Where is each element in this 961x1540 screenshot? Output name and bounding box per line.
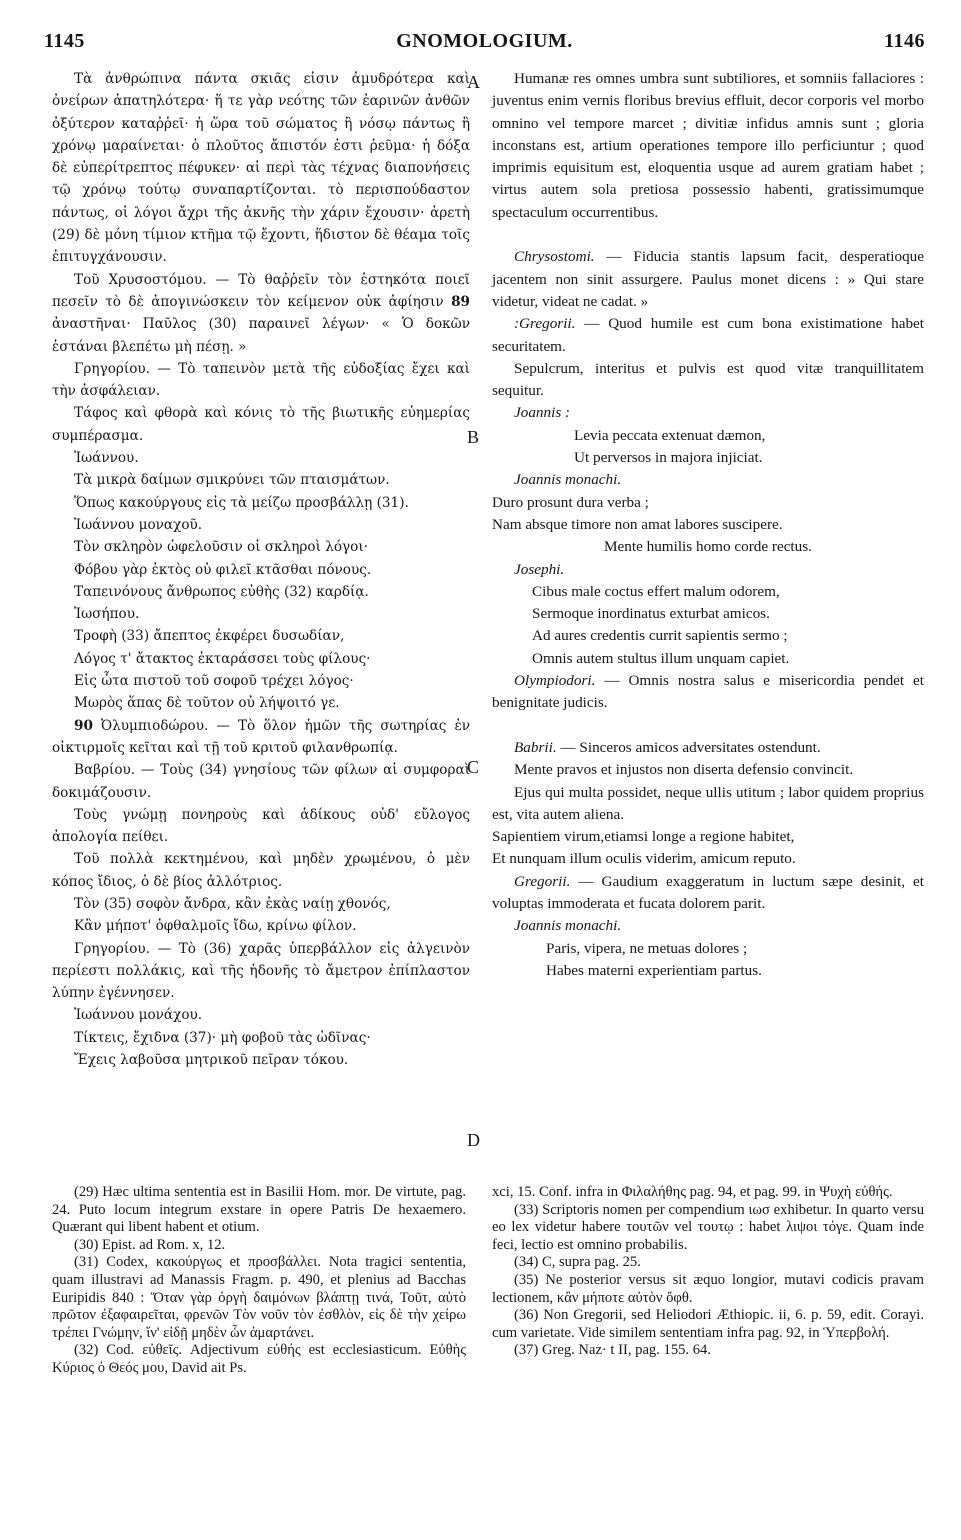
greek-line: Ὅπως κακούργους εἰς τὰ μείζω προσβάλλῃ (31). [74, 494, 409, 511]
latin-line: Joannis monachi. [514, 471, 622, 489]
latin-paragraph: Mente pravos et injustos non diserta defensio convincit. [514, 761, 854, 779]
greek-line: Ταπεινόνους ἄνθρωπος εὐθὴς (32) καρδίᾳ. [74, 583, 369, 600]
greek-paragraph: Βαβρίου. — Τοὺς (34) γνησίους τῶν φίλων αἱ συμφοραὶ δοκιμάζουσιν. [52, 762, 470, 801]
greek-text: Ὀλυμπιοδώρου. — Τὸ ὅλον ἡμῶν τῆς σωτηρίας ἐν οἰκτιρμοῖς κεῖται καὶ τῇ τοῦ κριτοῦ φιλανθρωπίᾳ. [52, 717, 470, 756]
greek-line: Ἰωάννου μοναχοῦ. [74, 516, 203, 533]
greek-paragraph: Τοῦ πολλὰ κεκτημένου, καὶ μηδὲν χρωμένου, ὁ μὲν κόπος ἴδιος, ὁ δὲ βίος ἀλλότριος. [52, 851, 470, 890]
greek-line: Τὰ μικρὰ δαίμων σμικρύνει τῶν πταισμάτων. [74, 472, 390, 489]
greek-text: Τοῦ Χρυσοστόμου. — Τὸ θαῤῥεῖν τὸν ἑστηκότα ποιεῖ πεσεῖν τὸ δὲ ἀπογινώσκειν τὸν κείμενον οὐκ ἀφίησιν [52, 271, 470, 310]
latin-text: — Omnis nostra salus e misericordia pendet et benignitate judicis. [492, 672, 925, 712]
footnotes-right [492, 1184, 924, 1360]
margin-marker-b: B [467, 427, 480, 447]
greek-line: Ἰωσήπου. [74, 606, 140, 623]
greek-paragraph [52, 269, 470, 358]
greek-line: Τὸν (35) σοφὸν ἄνδρα, κἂν ἑκὰς ναίῃ χθονός, [74, 895, 391, 912]
greek-line: Λόγος τ' ἄτακτος ἐκταράσσει τοὺς φίλους· [74, 650, 371, 667]
latin-text: — Quod humile est cum bona existimatione habet securitatem. [492, 315, 925, 355]
footnote: xci, 15. Conf. infra in Φιλαλήθης pag. 94, et pag. 99. in Ψυχὴ εὐθής. [492, 1184, 893, 1200]
latin-line: Joannis : [514, 404, 571, 422]
latin-line: Josephi. [514, 560, 565, 578]
latin-text: — Sinceros amicos adversitates ostendunt. [560, 738, 821, 756]
latin-line: Omnis autem stultus illum unquam capiet. [532, 649, 790, 667]
footnote: (30) Epist. ad Rom. x, 12. [74, 1236, 226, 1253]
footnote: (29) Hæc ultima sententia est in Basilii Hom. mor. De virtute, pag. 24. Puto locum integrum exstare in opere Patris De hexaemero. Quærant qui libent habent et otium. [52, 1184, 466, 1236]
footnote: (32) Cod. εὐθεῖς. Adjectivum εὐθής est ecclesiasticum. Εὐθὴς Κύριος ὁ Θεός μου, David ait Ps. [52, 1342, 466, 1376]
greek-line: Τὸν σκληρὸν ὠφελοῦσιν οἱ σκληροὶ λόγοι· [74, 539, 368, 556]
latin-paragraph [492, 313, 924, 358]
greek-line: Τροφὴ (33) ἄπεπτος ἐκφέρει δυσωδίαν, [74, 628, 345, 645]
latin-column [492, 68, 924, 982]
greek-paragraph: Γρηγορίου. — Τὸ ταπεινὸν μετὰ τῆς εὐδοξίας ἔχει καὶ τὴν ἀσφάλειαν. [52, 360, 470, 400]
page-number-left: 1145 [44, 30, 85, 52]
latin-line: Joannis monachi. [514, 917, 622, 935]
page-title: GNOMOLOGIUM. [396, 30, 573, 52]
margin-marker-a: A [467, 72, 480, 92]
greek-paragraph: Τοὺς γνώμῃ πονηροὺς καὶ ἀδίκους οὐδ' εὔλογος ἀπολογία πείθει. [52, 806, 470, 846]
latin-paragraph [492, 871, 924, 916]
author-name: Babrii. [514, 738, 557, 756]
greek-line: Ἰωάννου μονάχου. [74, 1007, 203, 1024]
latin-line: Habes materni experientiam partus. [546, 961, 762, 979]
latin-line: Duro prosunt dura verba ; [492, 493, 649, 511]
greek-line: Ἔχεις λαβοῦσα μητρικοῦ πεῖραν τόκου. [74, 1052, 349, 1069]
greek-paragraph: Τὰ ἀνθρώπινα πάντα σκιᾶς εἰσιν ἀμυδρότερα καὶ ὀνείρων ἀπατηλότερα· ἥ τε γὰρ νεότης τῶν ἐαρινῶν ἀνθῶν ὀξύτερον καταῤῥεῖ· ἡ ὥρα τοῦ σώματος ἢ νόσῳ πάντως ἢ χρόνῳ μαραίνεται· ὁ πλοῦτος ἄπιστόν ἐστι ῥεῦμα· ἡ δόξα δὲ εὐπερίτρεπτος πέφυκεν· αἱ περὶ τὰς τέχνας διαπονήσεις τῷ χρόνῳ τούτῳ συναπαρτίζονται. τὸ περισπούδαστον πάντως, οἱ λόγοι ἄχρι τῆς ἀκνῆς τὴν χάριν ἔχουσιν· ἀρετὴ (29) δὲ μόνη τίμιον κτῆμα τῷ ἔχοντι, ἥδιστον δὲ θέαμα τοῖς ἐπιτυγχάνουσιν. [52, 71, 470, 266]
greek-paragraph: Γρηγορίου. — Τὸ (36) χαρᾶς ὑπερβάλλον εἰς ἀλγεινὸν περίεστι πολλάκις, καὶ τῆς ἡδονῆς τὸ ἄμετρον ἐπίπλαστον λύπην ἐγέννησεν. [52, 940, 470, 1002]
footnote: (31) Codex, κακούργως et προσβάλλει. Nota tragici sententia, quam illustravi ad Manassis Fragm. p. 490, et plenius ad Bacchas Euripidis 840 : Ὅταν γὰρ ὀργὴ δαιμόνων βλάπτῃ τινά, Τοῦτ, αὐτὸ πρῶτον ἐξαφαιρεῖται, φρενῶν Τὸν νοῦν τὸν ἐσθλὸν, εἰς δὲ τὴν χείρω τρέπει Γνώμην, ἵν' εἰδῇ μηδὲν ὧν ἁμαρτάνει. [52, 1254, 466, 1341]
greek-column [52, 68, 470, 1071]
author-name: Chrysostomi. [514, 248, 595, 266]
greek-line: Τίκτεις, ἔχιδνα (37)· μὴ φοβοῦ τὰς ὠδῖνας· [74, 1029, 371, 1046]
latin-paragraph: Ejus qui multa possidet, neque ullis utitum ; labor quidem proprius est, vita autem aliena. [492, 783, 924, 823]
latin-text: — Fiducia stantis lapsum facit, desperatioque jacentem non sinit assurgere. Paulus monet dicens : » Qui stare videtur, videat ne cadat. » [492, 248, 924, 310]
page-number-right: 1146 [884, 30, 925, 52]
author-name: :Gregorii. [514, 315, 576, 333]
greek-line: Εἰς ὦτα πιστοῦ τοῦ σοφοῦ τρέχει λόγος· [74, 673, 354, 690]
latin-paragraph: Sepulcrum, interitus et pulvis est quod vitæ tranquillitatem sequitur. [492, 359, 924, 400]
latin-line: Sermoque inordinatus exturbat amicos. [532, 605, 770, 623]
latin-text: — Gaudium exaggeratum in luctum sæpe desinit, et voluptas immoderata et fucata dolorem parit. [492, 872, 925, 912]
latin-line: Ut perversos in majora injiciat. [574, 449, 763, 467]
latin-paragraph: Humanæ res omnes umbra sunt subtiliores, et somniis fallaciores : juventus enim vernis floribus brevius effluit, decor corporis vel morbo omnino vel tempore marcet ; divitiæ infidus amnis sunt ; gloria inconstans est, artium operationes tempore illo perficiuntur ; quod imprimis equisitum est, eloquentia usque ad aurem gratiam habet ; virtus autem sola pretiosa possessio habenti, gratissimumque spectaculum occurrentibus. [492, 70, 924, 221]
greek-line: Φόβου γὰρ ἐκτὸς οὐ φιλεῖ κτᾶσθαι πόνους. [74, 561, 372, 578]
latin-line: Mente humilis homo corde rectus. [604, 538, 812, 556]
latin-line: Sapientiem virum,etiamsi longe a regione habitet, [492, 828, 795, 846]
footnote: (34) C, supra pag. 25. [514, 1254, 641, 1271]
greek-line: Κἂν μήποτ' ὀφθαλμοῖς ἴδω, κρίνω φίλον. [74, 918, 357, 935]
greek-line: Μωρὸς ἅπας δὲ τοῦτον οὐ λήψοιτό γε. [74, 695, 340, 712]
section-number: 89 [451, 293, 470, 310]
margin-marker-d: D [467, 1130, 480, 1150]
footnotes-left [52, 1184, 466, 1378]
latin-line: Levia peccata extenuat dæmon, [574, 426, 766, 444]
author-name: Gregorii. [514, 872, 571, 890]
running-header [44, 30, 925, 60]
latin-paragraph [492, 670, 924, 715]
greek-paragraph [52, 715, 470, 760]
latin-paragraph [492, 737, 924, 759]
latin-line: Nam absque timore non amat labores suscipere. [492, 515, 783, 533]
latin-line: Cibus male coctus effert malum odorem, [532, 582, 780, 600]
latin-line: Ad aures credentis currit sapientis sermo ; [532, 627, 788, 645]
greek-line: Ἰωάννου. [74, 450, 139, 467]
footnote: (36) Non Gregorii, sed Heliodori Æthiopic. ii, 6. p. 59, edit. Corayi. cum varietate. Vide similem sententiam infra pag. 92, in Ὑπερβολή. [492, 1307, 924, 1341]
greek-paragraph: Τάφος καὶ φθορὰ καὶ κόνις τὸ τῆς βιωτικῆς εὐημερίας συμπέρασμα. [52, 405, 470, 444]
margin-marker-c: C [467, 757, 480, 777]
latin-paragraph [492, 246, 924, 313]
latin-line: Et nunquam illum oculis viderim, amicum reputo. [492, 850, 796, 868]
footnote: (37) Greg. Naz· t II, pag. 155. 64. [514, 1342, 711, 1359]
footnote: (33) Scriptoris nomen per compendium ιωσ exhibetur. In quarto versu eo lex videtur habere τουτῶν vel τουτῳ : habet λιψοι τόγε. Quam inde feci, lectio est omnino probabilis. [492, 1201, 924, 1253]
section-number: 90 [74, 717, 93, 734]
author-name: Olympiodori. [514, 672, 596, 690]
footnote: (35) Ne posterior versus sit æquo longior, mutavi codicis pravam lectionem, κἂν μήποτε αὐτὸν ὄφθ. [492, 1271, 924, 1306]
greek-text: ἀναστῆναι· Παῦλος (30) παραινεῖ λέγων· « Ὁ δοκῶν ἑστάναι βλεπέτω μὴ πέσῃ. » [52, 316, 470, 355]
latin-line: Paris, vipera, ne metuas dolores ; [546, 939, 748, 957]
